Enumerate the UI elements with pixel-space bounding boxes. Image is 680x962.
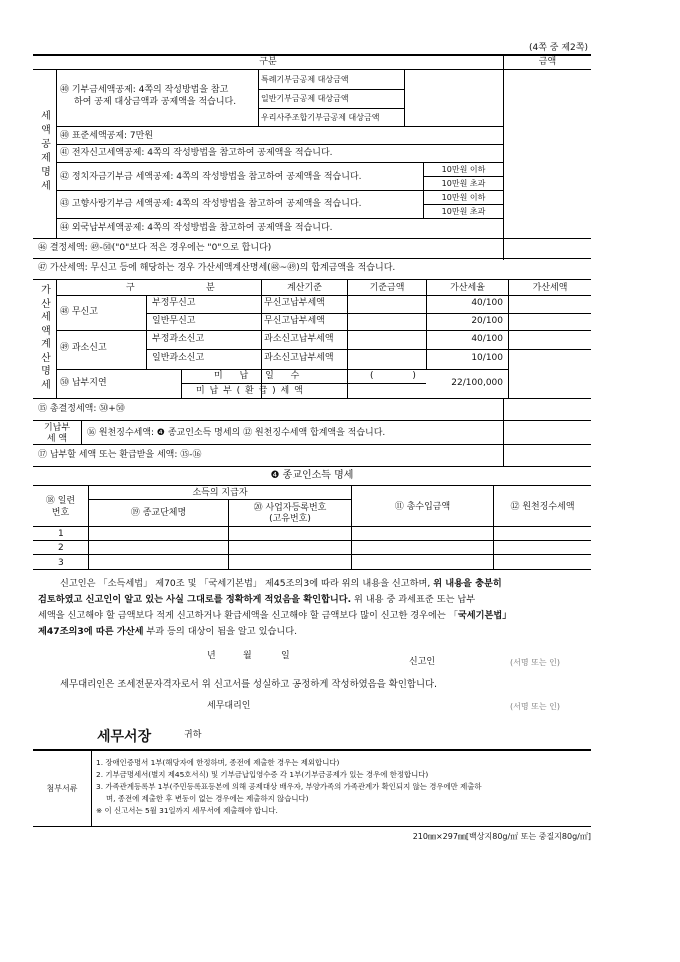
foreign-tax-deduction: ㊹ 외국납부세액공제: 4쪽의 작성방법을 참고하여 공제액을 적습니다. — [60, 223, 333, 233]
determined-tax: ㊻ 결정세액: ㊾-㊿("0"보다 적은 경우에는 "0"으로 합니다) — [38, 243, 272, 253]
withholding-tax: ⑯ 원천징수세액: ❹ 종교인소득 명세의 ⑫ 원천징수세액 합계액을 적습니다. — [87, 428, 386, 438]
withheld-header: ⑫ 원천징수세액 — [510, 502, 575, 512]
gubun-header: 구분 — [259, 57, 277, 67]
hometown-under-100k: 10만원 이하 — [441, 193, 486, 202]
amount-header: 금액 — [538, 57, 557, 67]
total-determined-tax: ⑮ 총결정세액: ㊿+㊿ — [38, 404, 125, 414]
no-filing-group: ㊽ 무신고 — [60, 307, 98, 317]
signer-label: 신고인 — [409, 657, 436, 667]
total-income-header: ⑪ 총수입금액 — [394, 502, 451, 512]
list-item: 2. 기부금명세서(별지 제45호서식) 및 기부금납입영수증 각 1부(기부금공제가 있는 경우에 한정합니다) — [96, 770, 429, 779]
declaration-line-3: 세액을 신고해야 할 금액보다 적게 신고하거나 환급세액을 신고해야 할 금액보다 많이 신고한 경우에는 「국세기본법」 — [38, 610, 512, 621]
penalty-header-amount: 가산세액 — [532, 283, 568, 293]
table-row: 부정과소신고 — [152, 334, 205, 344]
recipient-suffix: 귀하 — [184, 730, 202, 740]
unpaid-days: 미 납 일 수 — [214, 371, 307, 381]
top-border — [33, 54, 591, 56]
special-donation-target: 특례기부금공제 대상금액 — [261, 75, 349, 84]
table-row: 부정무신고 — [152, 298, 196, 308]
donation-deduction-label-2: 하여 공제 대상금액과 공제액을 적습니다. — [74, 97, 237, 107]
penalty-header-bun: 분 — [206, 283, 215, 293]
donation-deduction-label-1: ㊵ 기부금세액공제: 4쪽의 작성방법을 참고 — [60, 85, 229, 95]
esop-donation-target: 우리사주조합기부금공제 대상금액 — [261, 113, 380, 122]
prepaid-side-2: 세 액 — [46, 434, 68, 444]
declaration-line-4: 제47조의3에 따른 가산세 부과 등의 대상이 됨을 알고 있습니다. — [38, 626, 298, 637]
penalty-header-basis: 계산기준 — [287, 283, 322, 293]
page-indicator: (4쪽 중 제2쪽) — [529, 43, 588, 53]
agent-label: 세무대리인 — [207, 701, 251, 711]
religious-income-title: ❹ 종교인소득 명세 — [270, 470, 354, 481]
table-row: 20/100 — [471, 316, 503, 326]
signer-sign[interactable]: (서명 또는 인) — [510, 658, 560, 667]
biz-no-header-2: (고유번호) — [269, 514, 311, 524]
date-year: 년 — [207, 651, 216, 661]
late-payment-label: ㊿ 납부지연 — [60, 378, 107, 388]
list-item: 3 — [58, 558, 64, 568]
unpaid-days-paren: ( ) — [370, 371, 434, 381]
attachments-list — [96, 757, 482, 817]
hometown-over-100k: 10만원 초과 — [441, 207, 486, 216]
deduction-side-label: 세 액 공 제 명 세 — [41, 111, 51, 192]
political-over-100k: 10만원 초과 — [441, 179, 486, 188]
table-row: 무신고납부세액 — [264, 316, 325, 326]
header-divider — [33, 69, 591, 70]
seq-header-1: ⑱ 일련 — [45, 496, 76, 506]
biz-no-header-1: ⑳ 사업자등록번호 — [253, 503, 327, 513]
tax-office: 세무서장 — [97, 729, 152, 745]
hometown-donation-deduction: ㊸ 고향사랑기부금 세액공제: 4쪽의 작성방법을 참고하여 공제액을 적습니다. — [60, 199, 362, 209]
declaration-line-1: 신고인은 「소득세법」 제70조 및 「국세기본법」 제45조의3에 따라 위의 내용을 신고하며, 위 내용을 충분히 — [60, 578, 502, 589]
paper-spec: 210㎜×297㎜[백상지80g/㎡ 또는 중질지80g/㎡] — [412, 832, 591, 841]
agent-statement: 세무대리인은 조세전문자격자로서 위 신고서를 성실하고 공정하게 작성하였음을 확인합니다. — [60, 679, 438, 690]
penalty-header-rate: 가산세율 — [450, 283, 485, 293]
table-row: 10/100 — [471, 353, 503, 363]
attachments-label: 첨부서류 — [46, 784, 78, 793]
side-divider — [56, 70, 57, 238]
table-row: 일반과소신고 — [152, 353, 205, 363]
list-item: ※ 이 신고서는 5월 31일까지 세무서에 제출해야 합니다. — [96, 806, 278, 815]
date-day: 일 — [281, 651, 290, 661]
table-row: 일반무신고 — [152, 316, 196, 326]
list-item: 며, 종전에 제출한 후 변동이 없는 경우에는 제출하지 않습니다) — [106, 794, 309, 803]
unpaid-tax: 미 납 부 ( 환 급 ) 세 액 — [196, 386, 304, 396]
standard-deduction: ㊵ 표준세액공제: 7만원 — [60, 131, 154, 141]
penalty-header-base-amount: 기준금액 — [369, 283, 405, 293]
table-row: 40/100 — [471, 334, 503, 344]
amount-column-line — [503, 54, 504, 260]
table-row: 무신고납부세액 — [264, 298, 325, 308]
org-header: ⑲ 종교단체명 — [130, 508, 187, 518]
list-item: 1 — [58, 529, 64, 539]
table-row: 40/100 — [471, 298, 503, 308]
payer-header: 소득의 지급자 — [192, 488, 248, 498]
penalty-header-gu: 구 — [126, 283, 135, 293]
table-row: 과소신고납부세액 — [264, 353, 334, 363]
table-row: 과소신고납부세액 — [264, 334, 334, 344]
agent-sign[interactable]: (서명 또는 인) — [510, 702, 560, 711]
list-item: 1. 장애인증명서 1부(해당자에 한정하며, 종전에 제출한 경우는 제외합니다) — [96, 758, 340, 767]
list-item: 2 — [58, 543, 64, 553]
payable-tax: ⑰ 납부할 세액 또는 환급받을 세액: ⑮-⑯ — [38, 450, 202, 460]
penalty-side-label: 가 산 세 액 계 산 명 세 — [41, 285, 51, 391]
prepaid-side-1: 기납부 — [43, 423, 71, 433]
political-under-100k: 10만원 이하 — [441, 165, 486, 174]
under-filing-group: ㊾ 과소신고 — [60, 343, 107, 353]
e-filing-deduction: ㊶ 전자신고세액공제: 4쪽의 작성방법을 참고하여 공제액을 적습니다. — [60, 148, 333, 158]
declaration-line-2: 검토하였고 신고인이 알고 있는 사실 그대로를 정확하게 적었음을 확인합니다. 위 내용 중 과세표준 또는 납부 — [38, 594, 476, 605]
date-month: 월 — [243, 651, 252, 661]
late-rate: 22/100,000 — [451, 378, 503, 388]
list-item: 3. 가족관계등록부 1부(주민등록표등본에 의해 공제대상 배우자, 부양가족의 가족관계가 확인되지 않는 경우에만 제출하 — [96, 782, 482, 791]
general-donation-target: 일반기부금공제 대상금액 — [261, 94, 349, 103]
penalty-tax: ㊼ 가산세액: 무신고 등에 해당하는 경우 가산세액계산명세(㊽~㊾)의 합계금액을 적습니다. — [38, 263, 396, 273]
political-donation-deduction: ㊷ 정치자금기부금 세액공제: 4쪽의 작성방법을 참고하여 공제액을 적습니다. — [60, 172, 362, 182]
seq-header-2: 번호 — [51, 508, 70, 518]
